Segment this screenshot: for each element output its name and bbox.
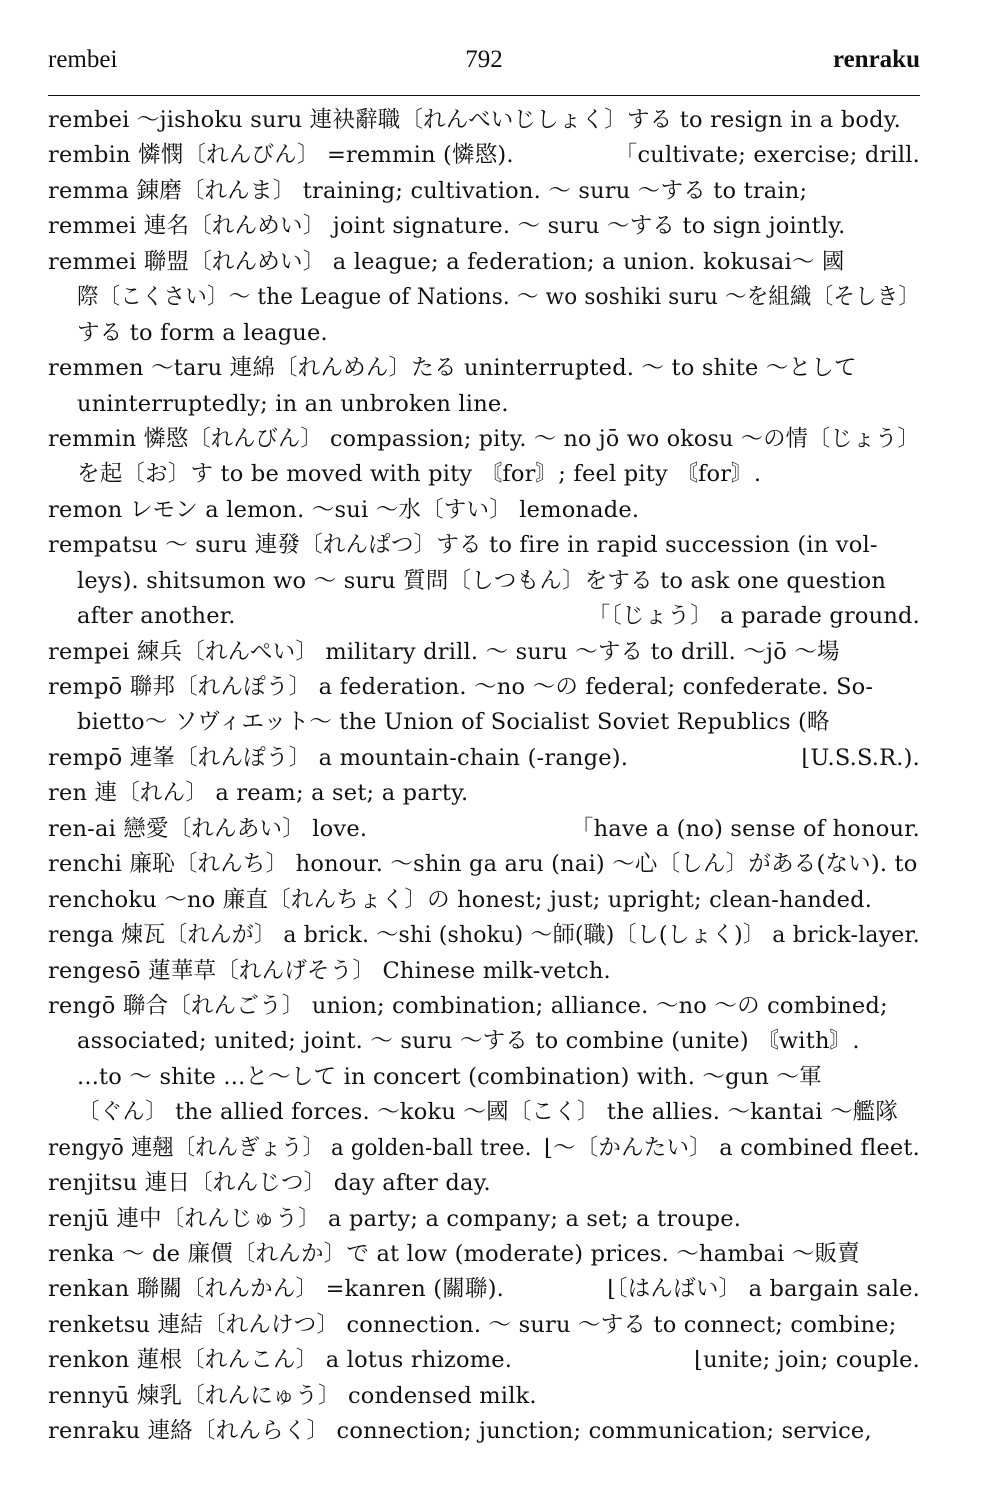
entry-line-text: renjū 連中〔れんじゅう〕 a party; a company; a set; a troupe. <box>48 1205 742 1232</box>
entry-line <box>48 847 920 882</box>
entry-line-text: uninterruptedly; in an unbroken line. <box>77 390 509 417</box>
entry-line <box>48 316 920 351</box>
entry-line <box>48 812 920 847</box>
entry-line-text: renkon 蓮根〔れんこん〕 a lotus rhizome. <box>48 1347 513 1374</box>
entry-line-text: rempei 練兵〔れんぺい〕 military drill. ～ suru ～する to drill. ～jō ～場 <box>48 638 840 665</box>
entry-line-text: renga 煉瓦〔れんが〕 a brick. ～shi (shoku) ～師(職)〔し(しょく)〕 a brick-layer. <box>48 922 920 949</box>
header-right-guide-word: renraku <box>832 46 920 73</box>
runover-text: ⌊〔はんばい〕 a bargain sale. <box>607 1276 920 1303</box>
entry-line <box>48 883 920 918</box>
header-left-guide-word: rembei <box>48 46 118 73</box>
entry-line <box>48 1308 920 1343</box>
entry-line-text: rembei ～jishoku suru 連袂辭職〔れんべいじしょく〕する to resign in a body. <box>48 107 901 133</box>
entry-line <box>48 387 920 422</box>
runover-text: ⌊U.S.S.R.). <box>801 744 920 771</box>
entry-line <box>48 280 920 315</box>
entry-line <box>48 705 920 740</box>
entry-line-text: 〔ぐん〕 the allied forces. ～koku ～國〔こく〕 the allies. ～kantai ～艦隊 <box>77 1099 899 1126</box>
entry-line-text: remon レモン a lemon. ～sui ～水〔すい〕 lemonade. <box>48 496 640 523</box>
entry-line-text: associated; united; joint. ～ suru ～する to combine (unite) 〘with〙. <box>77 1028 860 1055</box>
entry-line <box>48 670 920 705</box>
entry-line-text: leys). shitsumon wo ～ suru 質問〔しつもん〕をする to ask one question <box>77 567 887 594</box>
entry-line <box>48 918 920 953</box>
entry-line-text: remmin 憐愍〔れんびん〕 compassion; pity. ～ no jō wo okosu ～の情〔じょう〕 <box>48 425 920 452</box>
entry-line <box>48 1414 920 1449</box>
entry-line-text: rempō 聯邦〔れんぽう〕 a federation. ～no ～の federal; confederate. So- <box>48 674 874 700</box>
entry-line <box>48 103 920 138</box>
entry-line <box>48 741 920 776</box>
entry-line-text: renkan 聯關〔れんかん〕 =kanren (關聯). <box>48 1276 505 1303</box>
entry-line-text: する to form a league. <box>77 319 328 346</box>
entry-line-text: bietto～ ソヴィエット～ the Union of Socialist Soviet Republics (略 <box>77 709 830 736</box>
runover-text: ⌊～〔かんたい〕 a combined fleet. <box>544 1134 920 1161</box>
entry-line-text: ren 連〔れん〕 a ream; a set; a party. <box>48 780 469 807</box>
entry-line-text: renketsu 連結〔れんけつ〕 connection. ～ suru ～する to connect; combine; <box>48 1311 897 1338</box>
entry-line-text: renchoku ～no 廉直〔れんちょく〕の honest; just; upright; clean-handed. <box>48 886 873 913</box>
entry-line-text: rempō 連峯〔れんぽう〕 a mountain-chain (-range). <box>48 744 629 771</box>
entry-line-text: remmei 聯盟〔れんめい〕 a league; a federation; a union. kokusai～ 國 <box>48 248 845 275</box>
entry-line-text: renraku 連絡〔れんらく〕 connection; junction; communication; service, <box>48 1418 872 1445</box>
entry-line-text: renchi 廉恥〔れんち〕 honour. ～shin ga aru (nai) ～心〔しん〕がある(ない). to <box>48 851 918 878</box>
header-rule <box>48 95 920 96</box>
entry-line <box>48 1379 920 1414</box>
entry-line <box>48 351 920 386</box>
entry-line <box>48 1272 920 1307</box>
dictionary-entries <box>48 103 920 1450</box>
entry-line <box>48 174 920 209</box>
entry-line-text: remmei 連名〔れんめい〕 joint signature. ～ suru ～する to sign jointly. <box>48 213 846 240</box>
entry-line <box>48 599 920 634</box>
entry-line <box>48 1131 920 1166</box>
entry-line <box>48 457 920 492</box>
entry-line <box>48 1202 920 1237</box>
entry-line <box>48 493 920 528</box>
page-number: 792 <box>465 46 503 73</box>
entry-line <box>48 1343 920 1378</box>
entry-line-text: rengō 聯合〔れんごう〕 union; combination; alliance. ～no ～の combined; <box>48 992 888 1019</box>
entry-line-text: rempatsu ～ suru 連發〔れんぱつ〕する to fire in rapid succession (in vol- <box>48 532 878 559</box>
entry-line <box>48 989 920 1024</box>
entry-line-text: after another. <box>77 603 236 630</box>
entry-line <box>48 954 920 989</box>
entry-line-text: 際〔こくさい〕～ the League of Nations. ～ wo soshiki suru ～を組織〔そしき〕 <box>77 284 920 311</box>
entry-line <box>48 635 920 670</box>
entry-line <box>48 1166 920 1201</box>
entry-line <box>48 528 920 563</box>
entry-line-text: renjitsu 連日〔れんじつ〕 day after day. <box>48 1170 491 1197</box>
entry-line <box>48 209 920 244</box>
entry-line-text: renka ～ de 廉價〔れんか〕で at low (moderate) prices. ～hambai ～販賣 <box>48 1241 860 1267</box>
entry-line-text: rengyō 連翹〔れんぎょう〕 a golden-ball tree. <box>48 1134 532 1161</box>
entry-line <box>48 1024 920 1059</box>
entry-line <box>48 1060 920 1095</box>
entry-line <box>48 564 920 599</box>
runover-text: 「〔じょう〕 a parade ground. <box>587 603 920 630</box>
runover-text: 「have a (no) sense of honour. <box>570 815 920 842</box>
entry-line-text: rennyū 煉乳〔れんにゅう〕 condensed milk. <box>48 1382 537 1409</box>
entry-line-text: remmen ～taru 連綿〔れんめん〕たる uninterrupted. ～ to shite ～として <box>48 355 857 382</box>
entry-line-text: rembin 憐憫〔れんびん〕 =remmin (憐愍). <box>48 142 514 169</box>
entry-line-text: remma 錬磨〔れんま〕 training; cultivation. ～ suru ～する to train; <box>48 177 808 204</box>
entry-line <box>48 422 920 457</box>
runover-text: 「cultivate; exercise; drill. <box>614 142 920 169</box>
entry-line <box>48 776 920 811</box>
entry-line-text: を起〔お〕す to be moved with pity 〘for〙; feel pity 〘for〙. <box>77 461 762 488</box>
entry-line <box>48 138 920 173</box>
entry-line-text: ...to ～ shite ...と～して in concert (combination) with. ～gun ～軍 <box>77 1063 822 1090</box>
running-header <box>48 46 920 80</box>
entry-line-text: ren-ai 戀愛〔れんあい〕 love. <box>48 815 368 842</box>
entry-line-text: rengesō 蓮華草〔れんげそう〕 Chinese milk-vetch. <box>48 957 611 984</box>
entry-line <box>48 245 920 280</box>
entry-line <box>48 1237 920 1272</box>
entry-line <box>48 1095 920 1130</box>
runover-text: ⌊unite; join; couple. <box>694 1347 920 1374</box>
